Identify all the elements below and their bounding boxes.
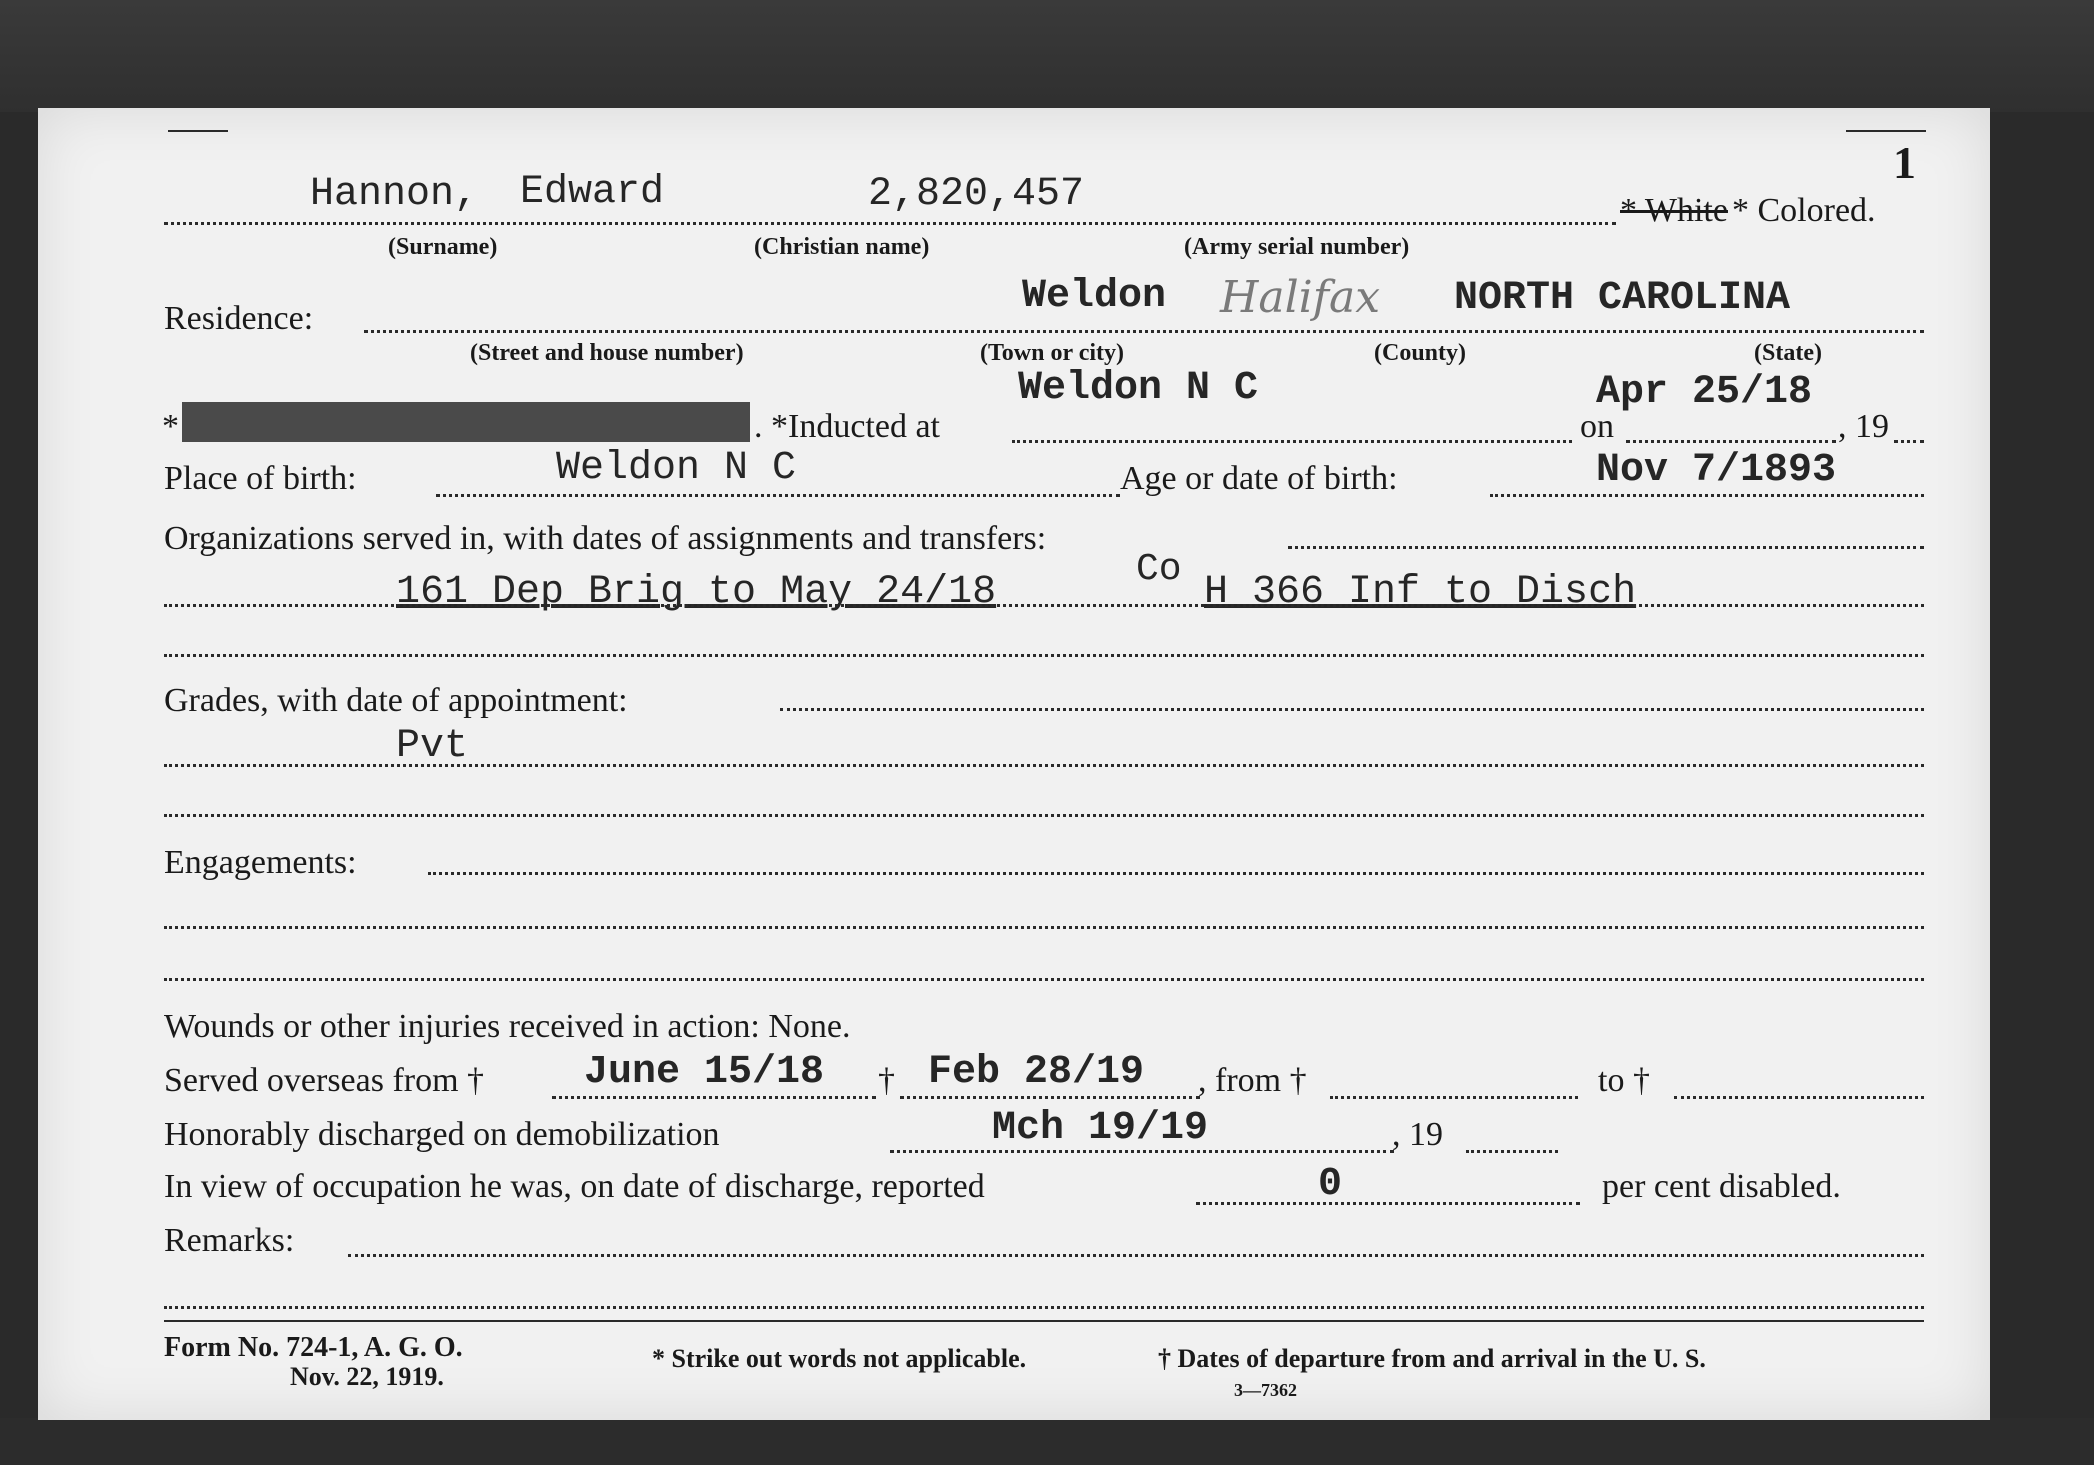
residence-label: Residence: — [164, 300, 314, 337]
place-of-birth-label: Place of birth: — [164, 460, 357, 497]
birth-date-line — [1490, 494, 1924, 497]
print-code: 3—7362 — [1234, 1380, 1297, 1400]
remarks-line-0 — [348, 1254, 1924, 1257]
overseas-to-line — [1674, 1096, 1924, 1099]
christian-name-value: Edward — [520, 170, 665, 215]
surname-value: Hannon, — [310, 172, 479, 217]
grades-line-1 — [164, 764, 1924, 767]
grades-line-0 — [780, 708, 1924, 711]
strike-out-note: * Strike out words not applicable. — [652, 1344, 1027, 1373]
age-label: Age or date of birth: — [1120, 460, 1398, 497]
christian-name-caption: (Christian name) — [754, 234, 930, 260]
form-number: Form No. 724-1, A. G. O. — [164, 1332, 463, 1363]
redacted-enlistment-options — [182, 402, 750, 442]
overseas-departure-value: June 15/18 — [584, 1050, 825, 1095]
form-date: Nov. 22, 1919. — [290, 1362, 444, 1391]
grades-line-2 — [164, 814, 1924, 817]
state-caption: (State) — [1754, 340, 1822, 366]
engagements-label: Engagements: — [164, 844, 357, 881]
overseas-from-line — [1330, 1096, 1578, 1099]
discharge-year-line — [1466, 1150, 1558, 1153]
grades-label: Grades, with date of appointment: — [164, 682, 628, 719]
discharge-date-value: Mch 19/19 — [992, 1106, 1209, 1151]
residence-line — [364, 330, 1924, 333]
organizations-label: Organizations served in, with dates of assignments and transfers: — [164, 520, 1047, 557]
engagements-line-0 — [428, 872, 1924, 875]
card-number: 1 — [1893, 137, 1916, 188]
corner-mark-right — [1846, 130, 1926, 132]
place-of-birth-value: Weldon N C — [556, 446, 797, 491]
enlistment-asterisk: * — [162, 408, 179, 445]
organizations-line-1 — [164, 604, 1924, 607]
residence-town-value: Weldon — [1022, 274, 1167, 319]
footer-rule — [164, 1320, 1924, 1322]
discharge-date-line — [890, 1150, 1394, 1153]
street-caption: (Street and house number) — [470, 340, 744, 366]
grades-entry: Pvt — [396, 724, 469, 769]
disability-line — [1196, 1202, 1580, 1205]
race-colored-option: * Colored. — [1732, 192, 1876, 229]
residence-county-value: Halifax — [1220, 272, 1381, 323]
induction-date-line — [1626, 440, 1836, 443]
corner-mark-left — [168, 130, 228, 132]
discharge-label: Honorably discharged on demobilization — [164, 1116, 720, 1153]
county-caption: (County) — [1374, 340, 1467, 366]
organizations-entry: 161 Dep Brig to May 24/18 — [396, 570, 997, 615]
discharge-year-label: , 19 — [1392, 1116, 1443, 1153]
induction-place-line — [1012, 440, 1572, 443]
overseas-departure-line — [552, 1096, 876, 1099]
remarks-label: Remarks: — [164, 1222, 295, 1259]
dates-note: † Dates of departure from and arrival in the U. S. — [1158, 1344, 1706, 1373]
serial-number-value: 2,820,457 — [868, 172, 1085, 217]
surname-caption: (Surname) — [388, 234, 498, 260]
remarks-line-1 — [164, 1306, 1924, 1309]
induction-on-label: on — [1580, 408, 1614, 445]
place-of-birth-line — [436, 494, 1120, 497]
engagements-line-2 — [164, 978, 1924, 981]
induction-place-value: Weldon N C — [1018, 366, 1259, 411]
overseas-arrival-value: Feb 28/19 — [928, 1050, 1145, 1095]
overseas-arrival-line — [900, 1096, 1200, 1099]
organizations-entry-2: H 366 Inf to Disch — [1204, 570, 1637, 615]
name-line — [164, 222, 1616, 225]
overseas-to-label: to † — [1598, 1062, 1650, 1099]
induction-date-value: Apr 25/18 — [1596, 370, 1813, 415]
disability-value: 0 — [1318, 1162, 1343, 1207]
organizations-line-2 — [164, 654, 1924, 657]
race-white-option: * White — [1620, 192, 1728, 229]
birth-date-value: Nov 7/1893 — [1596, 448, 1837, 493]
town-caption: (Town or city) — [980, 340, 1124, 366]
inducted-at-label: . *Inducted at — [754, 408, 940, 445]
disability-suffix: per cent disabled. — [1602, 1168, 1841, 1205]
service-record-card — [38, 108, 1990, 1420]
engagements-line-1 — [164, 926, 1924, 929]
serial-number-caption: (Army serial number) — [1184, 234, 1410, 260]
disability-label: In view of occupation he was, on date of discharge, reported — [164, 1168, 985, 1205]
organizations-line-0 — [1288, 546, 1924, 549]
background-top — [0, 0, 2094, 112]
organizations-co-mark: Co — [1136, 548, 1182, 591]
overseas-dagger: † — [878, 1062, 895, 1099]
background-bottom — [0, 1418, 2094, 1465]
induction-year-label: , 19 — [1838, 408, 1889, 445]
overseas-label: Served overseas from † — [164, 1062, 485, 1099]
induction-year-line — [1894, 440, 1924, 443]
overseas-from-label: , from † — [1198, 1062, 1307, 1099]
residence-state-value: NORTH CAROLINA — [1454, 276, 1791, 321]
wounds-label: Wounds or other injuries received in action: None. — [164, 1008, 851, 1045]
